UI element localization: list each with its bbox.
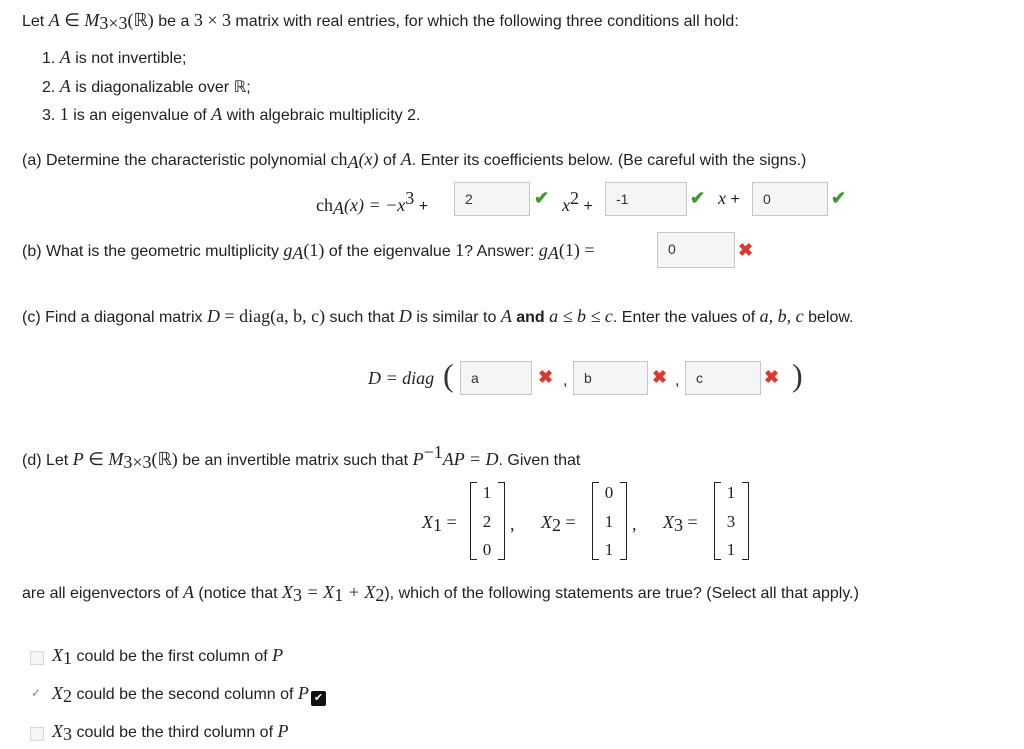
part-b-question: (b) What is the geometric multiplicity $g_A(1)$ of the eigenvalue 1? Answer: $g_A(1)$ = bbox=[22, 240, 595, 263]
intro-math: M bbox=[84, 10, 100, 30]
condition-3: 3. 1 is an eigenvalue of A with algebraic multiplicity 2. bbox=[42, 104, 421, 124]
intro-math: 3 × 3 bbox=[193, 10, 231, 30]
coef-x-input[interactable]: -1 bbox=[605, 182, 687, 216]
comma: , bbox=[675, 372, 680, 389]
intro-text: Let bbox=[22, 13, 49, 30]
diag-b-input[interactable]: b bbox=[573, 361, 648, 395]
cross-icon: ✖ bbox=[738, 240, 754, 260]
check-icon: ✔ bbox=[690, 188, 706, 208]
intro-text: be a bbox=[153, 13, 194, 30]
vector-entry: 3 bbox=[726, 512, 736, 531]
intro-line bbox=[22, 10, 739, 34]
right-bracket bbox=[742, 482, 749, 560]
diag-a-input[interactable]: a bbox=[460, 361, 532, 395]
comma: , bbox=[563, 372, 568, 389]
intro-math: ∈ bbox=[59, 10, 85, 30]
check-icon: ✔ bbox=[831, 188, 847, 208]
vector-x3-label: $X_3$ = bbox=[663, 512, 698, 535]
option-3-checkbox[interactable] bbox=[30, 727, 44, 741]
separator: , bbox=[510, 514, 515, 534]
condition-2: 2. A is diagonalizable over ℝ; bbox=[42, 76, 251, 96]
option-2-label: $X_2$ could be the second column of P ✔ bbox=[52, 683, 326, 707]
char-poly-lhs: $ch_A(x) = -x^3$ + bbox=[316, 188, 429, 218]
open-paren: ( bbox=[443, 357, 454, 393]
vector-entry: 1 bbox=[482, 483, 492, 502]
vector-entry: 0 bbox=[482, 540, 492, 559]
vector-entry: 1 bbox=[604, 540, 614, 559]
vector-entry: 1 bbox=[726, 540, 736, 559]
check-badge-icon: ✔ bbox=[311, 691, 326, 706]
intro-math: 3×3 bbox=[99, 13, 128, 33]
vector-entry: 1 bbox=[726, 483, 736, 502]
coef-x2-input[interactable]: 2 bbox=[454, 182, 530, 216]
vector-entry: 2 bbox=[482, 512, 492, 531]
option-1-checkbox[interactable] bbox=[30, 651, 44, 665]
vector-entry: 1 bbox=[604, 512, 614, 531]
option-2-checkbox[interactable]: ✓ bbox=[31, 686, 42, 700]
right-bracket bbox=[498, 482, 505, 560]
term-x2: $x^2$ + bbox=[562, 188, 593, 215]
right-bracket bbox=[620, 482, 627, 560]
vector-x1-label: $X_1$ = bbox=[422, 512, 457, 535]
intro-math: A bbox=[48, 10, 60, 30]
diag-c-input[interactable]: c bbox=[685, 361, 761, 395]
condition-1: 1. A is not invertible; bbox=[42, 47, 187, 67]
diag-lhs: D = diag bbox=[368, 368, 435, 388]
check-icon: ✔ bbox=[534, 188, 550, 208]
vector-x2-label: $X_2$ = bbox=[541, 512, 576, 535]
option-3-label: $X_3$ could be the third column of P bbox=[52, 721, 289, 744]
intro-math: (ℝ) bbox=[127, 10, 154, 30]
vector-entry: 0 bbox=[604, 483, 614, 502]
coef-const-input[interactable]: 0 bbox=[752, 182, 828, 216]
term-x: x + bbox=[718, 188, 740, 208]
part-c-question: (c) Find a diagonal matrix D = diag(a, b, c) such that D is similar to A and a ≤ b ≤ c. Enter the values of a, b, c below. bbox=[22, 306, 854, 326]
intro-text: matrix with real entries, for which the following three conditions all hold: bbox=[230, 13, 739, 30]
eigenvector-statement: are all eigenvectors of A (notice that $X_3 = X_1 + X_2$), which of the following statements are true? (Select all that apply.) bbox=[22, 582, 859, 605]
part-d-question: (d) Let P ∈ $M_{3\times 3}(ℝ)$ be an invertible matrix such that $P^{-1}AP = D$. Given that bbox=[22, 442, 581, 472]
cross-icon: ✖ bbox=[764, 367, 780, 387]
cross-icon: ✖ bbox=[538, 367, 554, 387]
cross-icon: ✖ bbox=[652, 367, 668, 387]
close-paren: ) bbox=[792, 357, 803, 393]
geom-mult-input[interactable]: 0 bbox=[657, 232, 735, 268]
separator: , bbox=[632, 514, 637, 534]
option-1-label: $X_1$ could be the first column of P bbox=[52, 645, 284, 668]
part-a-question: (a) Determine the characteristic polynomial $ch_A(x)$ of A. Enter its coefficients below. (Be careful with the signs.) bbox=[22, 149, 807, 172]
